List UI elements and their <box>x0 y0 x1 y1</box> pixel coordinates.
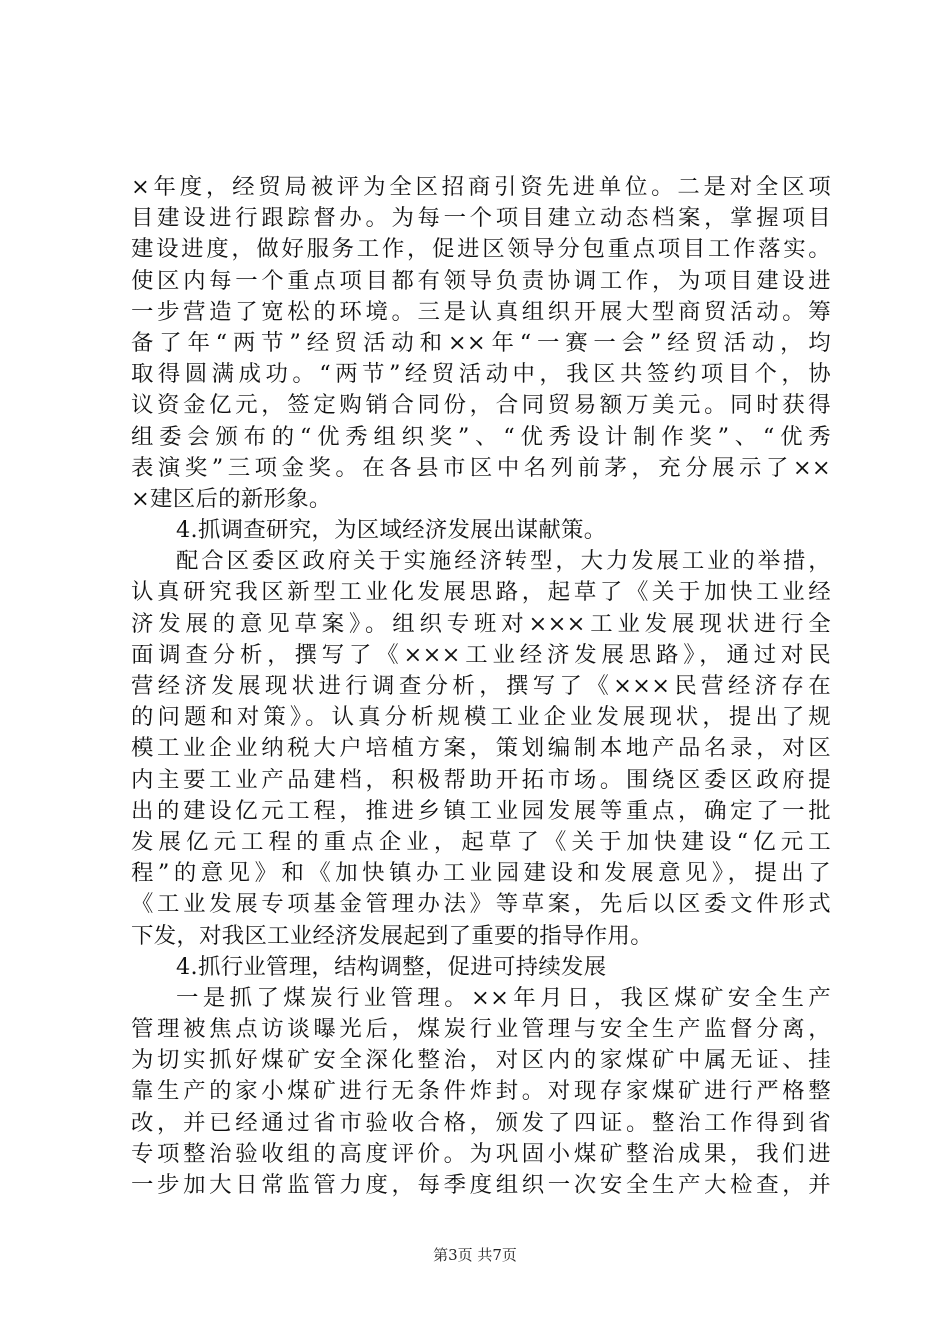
text-line: ×年度，经贸局被评为全区招商引资先进单位。二是对全区项 <box>131 174 831 200</box>
text-line: 认真研究我区新型工业化发展思路，起草了《关于加快工业经 <box>131 579 831 606</box>
text-line: 使区内每一个重点项目都有领导负责协调工作，为项目建设进 <box>131 267 831 294</box>
text-line: 改，并已经通过省市验收合格，颁发了四证。整治工作得到省 <box>131 1109 831 1136</box>
text-line: 内主要工业产品建档，积极帮助开拓市场。围绕区委区政府提 <box>131 766 831 793</box>
page-footer: 第3页 共7页 <box>433 1246 517 1264</box>
text-line: 配合区委区政府关于实施经济转型，大力发展工业的举措， <box>176 548 831 575</box>
text-line: 济发展的意见草案》。组织专班对×××工业发展现状进行全 <box>131 610 831 637</box>
section-heading: 4.抓调查研究，为区域经济发展出谋献策。 <box>176 517 607 544</box>
text-line: 专项整治验收组的高度评价。为巩固小煤矿整治成果，我们进 <box>131 1140 831 1167</box>
text-line: 出的建设亿元工程，推进乡镇工业园发展等重点，确定了一批 <box>131 797 831 824</box>
text-line: 备了年“两节”经贸活动和××年“一赛一会”经贸活动，均 <box>131 329 831 356</box>
text-line: 表演奖”三项金奖。在各县市区中名列前茅，充分展示了×× <box>131 454 831 481</box>
text-line: 程”的意见》和《加快镇办工业园建设和发展意见》，提出了 <box>131 860 831 887</box>
text-line: 模工业企业纳税大户培植方案，策划编制本地产品名录，对区 <box>131 735 831 762</box>
text-line: 营经济发展现状进行调查分析，撰写了《×××民营经济存在 <box>131 673 831 699</box>
text-line: 下发，对我区工业经济发展起到了重要的指导作用。 <box>131 922 653 949</box>
document-body <box>131 172 831 1201</box>
section-heading: 4.抓行业管理，结构调整，促进可持续发展 <box>176 953 607 980</box>
text-line: 一步营造了宽松的环境。三是认真组织开展大型商贸活动。筹 <box>131 298 831 325</box>
text-line: 发展亿元工程的重点企业，起草了《关于加快建设“亿元工 <box>131 828 831 855</box>
text-line: 一是抓了煤炭行业管理。××年月日，我区煤矿安全生产 <box>176 984 831 1011</box>
text-line: 靠生产的家小煤矿进行无条件炸封。对现存家煤矿进行严格整 <box>131 1078 831 1105</box>
text-line: 《工业发展专项基金管理办法》等草案，先后以区委文件形式 <box>131 891 831 918</box>
text-line: 建设进度，做好服务工作，促进区领导分包重点项目工作落实。 <box>131 236 831 263</box>
text-line: 为切实抓好煤矿安全深化整治，对区内的家煤矿中属无证、挂 <box>131 1047 831 1074</box>
text-line: 议资金亿元，签定购销合同份，合同贸易额万美元。同时获得 <box>131 392 831 419</box>
text-line: ×建区后的新形象。 <box>131 485 332 512</box>
text-line: 管理被焦点访谈曝光后，煤炭行业管理与安全生产监督分离， <box>131 1016 831 1043</box>
text-line: 目建设进行跟踪督办。为每一个项目建立动态档案，掌握项目 <box>131 205 831 232</box>
text-line: 一步加大日常监管力度，每季度组织一次安全生产大检查，并 <box>131 1172 831 1198</box>
text-line: 面调查分析，撰写了《×××工业经济发展思路》，通过对民 <box>131 641 831 668</box>
text-line: 的问题和对策》。认真分析规模工业企业发展现状，提出了规 <box>131 704 831 731</box>
text-line: 取得圆满成功。“两节”经贸活动中，我区共签约项目个，协 <box>131 361 831 388</box>
text-line: 组委会颁布的“优秀组织奖”、“优秀设计制作奖”、“优秀 <box>131 423 831 450</box>
